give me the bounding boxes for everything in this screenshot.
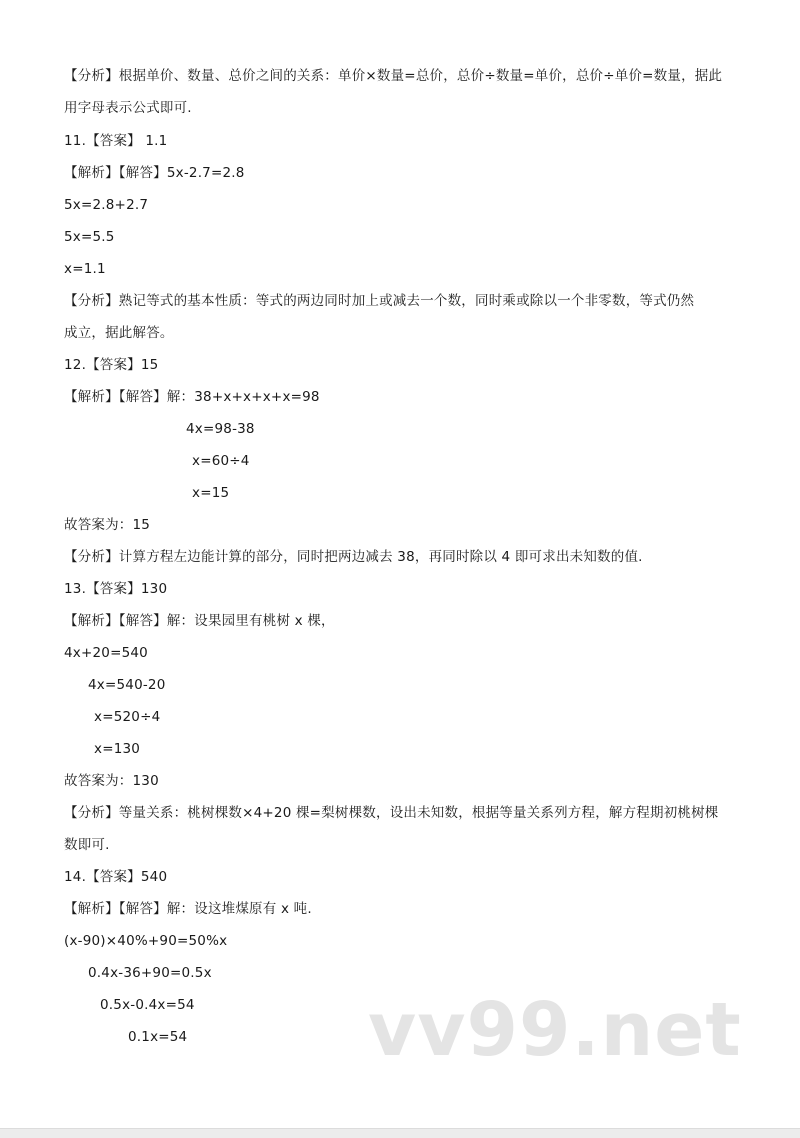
answer-heading-11: 11.【答案】 1.1 (64, 133, 168, 149)
text-line: 【解析】【解答】解：38+x+x+x+x=98 (64, 389, 320, 405)
equation-line: x=130 (94, 741, 141, 757)
answer-heading-13: 13.【答案】130 (64, 581, 168, 597)
equation-line: 0.5x-0.4x=54 (100, 997, 195, 1013)
text-line: 【分析】根据单价、数量、总价之间的关系：单价×数量=总价，总价÷数量=单价，总价÷单价=数量，据此 (64, 68, 723, 84)
text-line: 故答案为：15 (64, 517, 151, 533)
equation-line: 4x+20=540 (64, 645, 148, 661)
text-line: 数即可. (64, 837, 110, 853)
text-line: 【解析】【解答】解：设果园里有桃树 x 棵， (64, 613, 335, 629)
equation-line: x=60÷4 (192, 453, 250, 469)
equation-line: 4x=540-20 (88, 677, 166, 693)
equation-line: x=15 (192, 485, 230, 501)
equation-line: 0.4x-36+90=0.5x (88, 965, 212, 981)
answer-heading-12: 12.【答案】15 (64, 357, 159, 373)
text-line: 【解析】【解答】解：设这堆煤原有 x 吨. (64, 901, 312, 917)
text-line: 用字母表示公式即可. (64, 100, 192, 116)
text-line: 【分析】等量关系：桃树棵数×4+20 棵=梨树棵数，设出未知数，根据等量关系列方程，解方程期初桃树棵 (64, 805, 719, 821)
equation-line: x=1.1 (64, 261, 106, 277)
equation-line: (x-90)×40%+90=50%x (64, 933, 228, 949)
watermark: vv99.net (368, 987, 742, 1073)
answer-heading-14: 14.【答案】540 (64, 869, 168, 885)
equation-line: x=520÷4 (94, 709, 161, 725)
text-line: 【解析】【解答】5x-2.7=2.8 (64, 165, 245, 181)
equation-line: 4x=98-38 (186, 421, 255, 437)
text-line: 故答案为：130 (64, 773, 159, 789)
text-line: 【分析】计算方程左边能计算的部分，同时把两边减去 38，再同时除以 4 即可求出未知数的值. (64, 549, 643, 565)
equation-line: 5x=2.8+2.7 (64, 197, 149, 213)
text-line: 成立，据此解答。 (64, 325, 174, 341)
equation-line: 5x=5.5 (64, 229, 115, 245)
text-line: 【分析】熟记等式的基本性质：等式的两边同时加上或减去一个数，同时乘或除以一个非零数，等式仍然 (64, 293, 695, 309)
equation-line: 0.1x=54 (128, 1029, 188, 1045)
